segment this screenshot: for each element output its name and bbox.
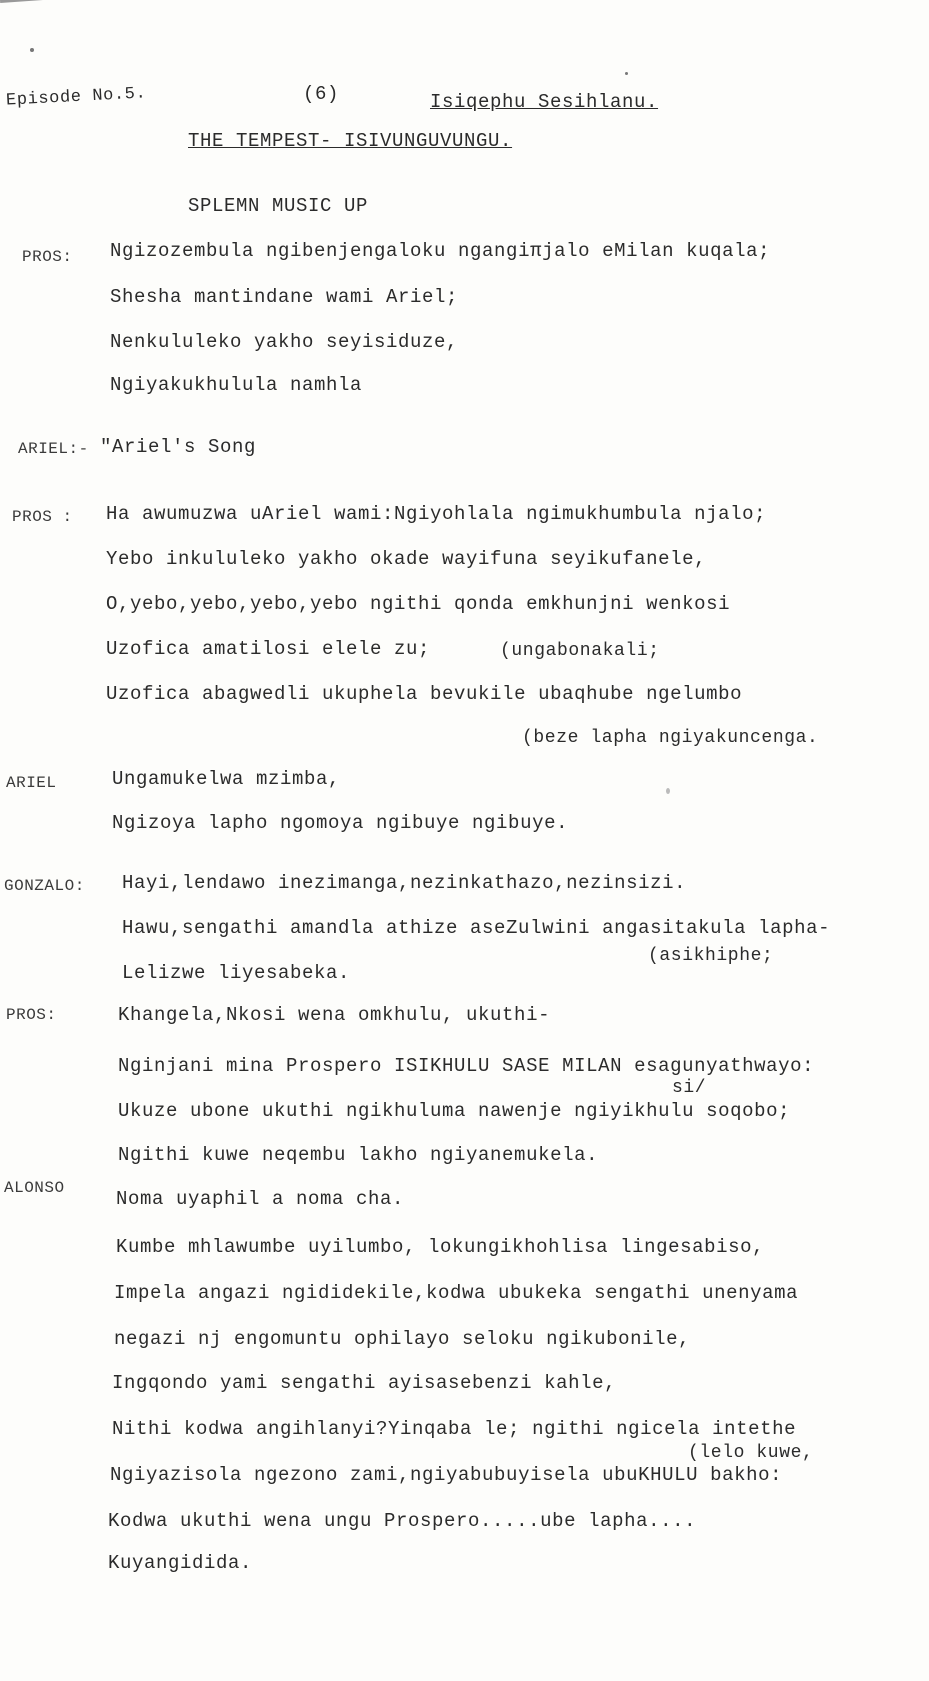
dialogue-line: Hayi,lendawo inezimanga,nezinkathazo,nezinsizi. xyxy=(122,872,687,894)
page-number: (6) xyxy=(303,83,340,105)
dialogue-line: Shesha mantindane wami Ariel; xyxy=(110,286,459,308)
dialogue-line: Ngithi kuwe neqembu lakho ngiyanemukela. xyxy=(118,1144,599,1166)
zulu-title: Isiqephu Sesihlanu. xyxy=(430,91,659,113)
dialogue-line: "Ariel's Song xyxy=(100,436,257,458)
speaker-label: ARIEL xyxy=(6,774,57,792)
dialogue-line: Lelizwe liyesabeka. xyxy=(122,962,351,984)
dialogue-line: Ngiyakukhulula namhla xyxy=(110,374,363,396)
dialogue-line: Hawu,sengathi amandla athize aseZulwini angasitakula lapha- xyxy=(122,917,831,939)
dialogue-line: Ungamukelwa mzimba, xyxy=(112,768,341,790)
stage-aside: (asikhiphe; xyxy=(648,946,774,966)
scan-edge-mark xyxy=(0,0,120,3)
dialogue-line: Kodwa ukuthi wena ungu Prospero.....ube lapha.... xyxy=(108,1510,697,1532)
dialogue-line: Yebo inkululeko yakho okade wayifuna seyikufanele, xyxy=(106,548,707,570)
stage-aside: (ungabonakali; xyxy=(500,641,660,661)
speaker-label: PROS: xyxy=(6,1006,57,1024)
speaker-label: ARIEL:- xyxy=(18,440,89,458)
stage-aside: (beze lapha ngiyakuncenga. xyxy=(522,728,819,748)
episode-label: Episode No.5. xyxy=(5,84,147,111)
stage-aside: si/ xyxy=(672,1078,707,1098)
dialogue-line: O,yebo,yebo,yebo,yebo ngithi qonda emkhunjni wenkosi xyxy=(106,593,731,615)
dialogue-line: Noma uyaphil a noma cha. xyxy=(116,1188,405,1210)
dialogue-line: Nithi kodwa angihlanyi?Yinqaba le; ngithi ngicela intethe xyxy=(112,1418,797,1440)
speaker-label: PROS : xyxy=(12,508,73,526)
stage-direction: SPLEMN MUSIC UP xyxy=(188,195,369,217)
dialogue-line: negazi nj engomuntu ophilayo seloku ngikubonile, xyxy=(114,1328,691,1350)
scan-speck xyxy=(625,72,628,75)
speaker-label: PROS: xyxy=(22,248,73,266)
dialogue-line: Ngizozembula ngibenjengaloku ngangiπjalo eMilan kuqala; xyxy=(110,240,771,262)
dialogue-line: Nginjani mina Prospero ISIKHULU SASE MILAN esagunyathwayo: xyxy=(118,1055,815,1077)
play-title: THE TEMPEST- ISIVUNGUVUNGU. xyxy=(188,130,513,152)
dialogue-line: Uzofica amatilosi elele zu; xyxy=(106,638,431,660)
dialogue-line: Kumbe mhlawumbe uyilumbo, lokungikhohlisa lingesabiso, xyxy=(116,1236,765,1258)
dialogue-line: Ha awumuzwa uAriel wami:Ngiyohlala ngimukhumbula njalo; xyxy=(106,503,767,525)
dialogue-line: Uzofica abagwedli ukuphela bevukile ubaqhube ngelumbo xyxy=(106,683,743,705)
dialogue-line: Kuyangidida. xyxy=(108,1552,253,1574)
speaker-label: GONZALO: xyxy=(4,877,85,895)
dialogue-line: Ngizoya lapho ngomoya ngibuye ngibuye. xyxy=(112,812,569,834)
dialogue-line: Ukuze ubone ukuthi ngikhuluma nawenje ngiyikhulu soqobo; xyxy=(118,1100,791,1122)
stage-aside: (lelo kuwe, xyxy=(688,1443,814,1463)
dialogue-line: Nenkululeko yakho seyisiduze, xyxy=(110,331,459,353)
dialogue-line: Ingqondo yami sengathi ayisasebenzi kahle, xyxy=(112,1372,617,1394)
dialogue-line: Impela angazi ngididekile,kodwa ubukeka sengathi unenyama xyxy=(114,1282,799,1304)
dialogue-line: Ngiyazisola ngezono zami,ngiyabubuyisela ubuKHULU bakho: xyxy=(110,1464,783,1486)
scan-speck xyxy=(666,788,670,794)
speaker-label: ALONSO xyxy=(4,1179,65,1197)
dialogue-line: Khangela,Nkosi wena omkhulu, ukuthi- xyxy=(118,1004,551,1026)
scan-speck xyxy=(30,48,34,52)
